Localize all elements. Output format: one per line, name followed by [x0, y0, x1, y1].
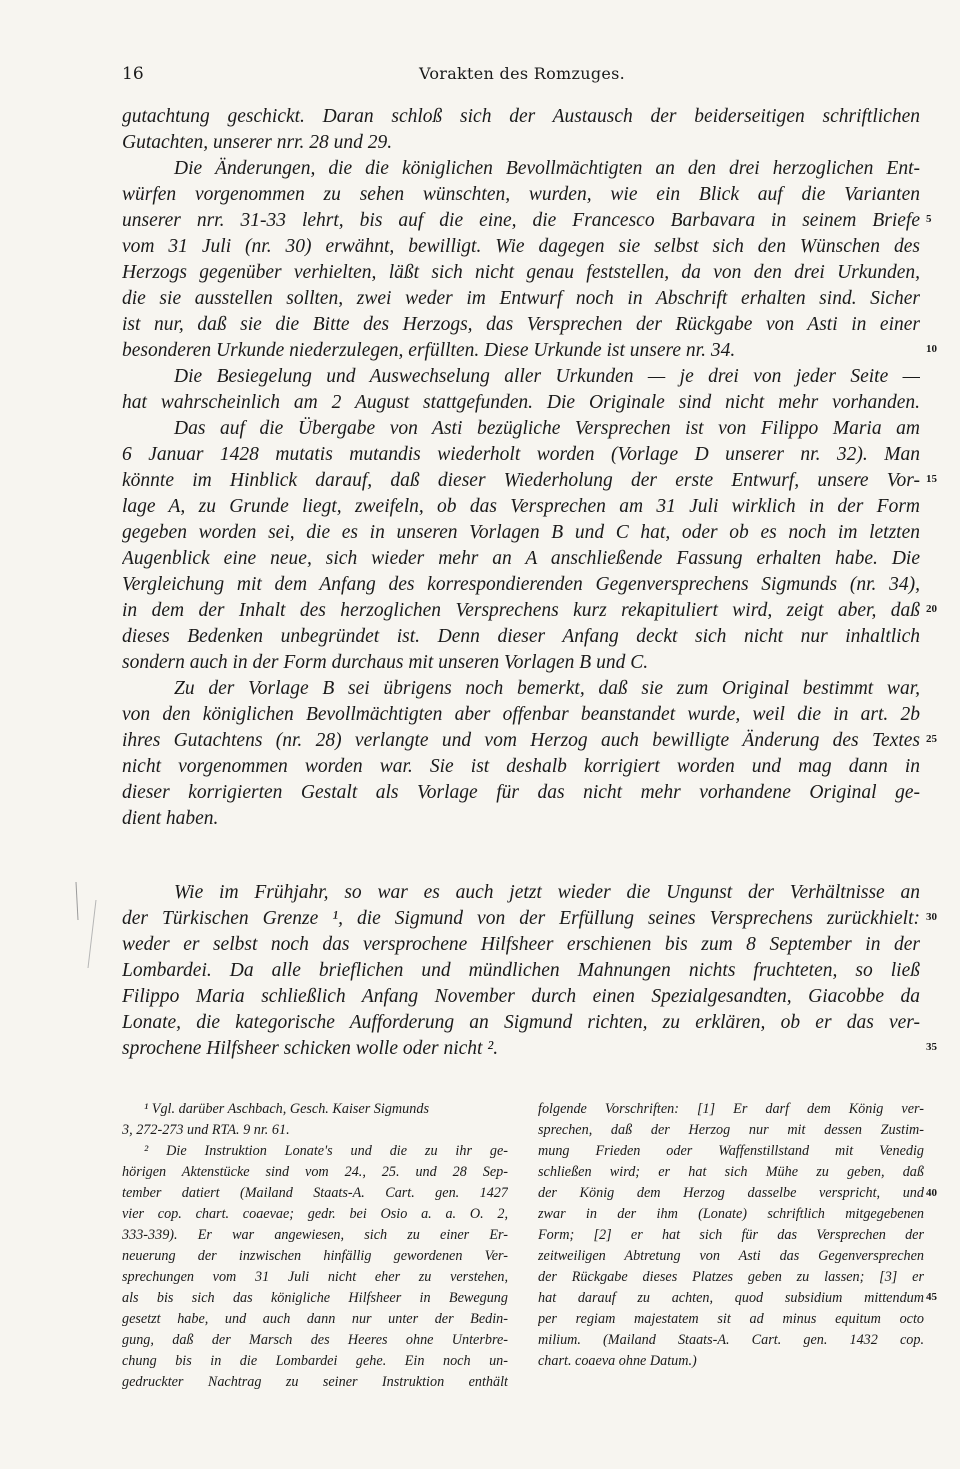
footnote-line: tember datiert (Mailand Staats-A. Cart. gen. 1427 — [122, 1185, 508, 1201]
footnote-line: folgende Vorschriften: [1] Er darf dem König ver- — [538, 1101, 924, 1117]
body-line: die sie ausstellen sollten, zwei weder im Entwurf noch in Abschrift erhalten sind. Sicher — [122, 288, 920, 309]
footnote-line: neuerung der inzwischen hinfällig gewordenen Ver- — [122, 1248, 508, 1264]
body-line: Die Änderungen, die die königlichen Bevollmächtigten an den drei herzoglichen Ent- — [174, 158, 920, 179]
body-line: dieses Bedenken unbegründet ist. Denn dieser Anfang deckt sich nicht nur inhaltlich — [122, 626, 920, 647]
body-line: sondern auch in der Form durchaus mit unseren Vorlagen B und C. — [122, 652, 649, 673]
body-line: ihres Gutachtens (nr. 28) verlangte und vom Herzog auch bewilligte Änderung des Textes — [122, 730, 920, 751]
line-number: 40 — [926, 1187, 937, 1199]
body-line: von den königlichen Bevollmächtigten aber offenbar beanstandet wurde, weil die in art. 2b — [122, 704, 920, 725]
footnote-line: zeitweiligen Abtretung von Asti das Gegenversprechen — [538, 1248, 924, 1264]
body-line: besonderen Urkunde niederzulegen, erfüllten. Diese Urkunde ist unsere nr. 34. — [122, 340, 736, 361]
footnote-line: mung Frieden oder Waffenstillstand mit Venedig — [538, 1143, 924, 1159]
footnote-line: per regiam majestatem sit ad minus equitum octo — [538, 1311, 924, 1327]
footnote-line: hat darauf zu achten, quod subsidium mittendum — [538, 1290, 924, 1306]
body-line: ist nur, daß sie die Bitte des Herzogs, das Versprechen der Rückgabe von Asti in einer — [122, 314, 920, 335]
line-number: 15 — [926, 473, 937, 485]
footnote-line: hörigen Aktenstücke sind vom 24., 25. und 28 Sep- — [122, 1164, 508, 1180]
body-line: Filippo Maria schließlich Anfang November durch einen Spezialgesandten, Giacobbe da — [122, 986, 920, 1007]
footnote-line: gesetzt habe, und auch dann nur unter der Bedin- — [122, 1311, 508, 1327]
body-line: unserer nrr. 31-33 lehrt, bis auf die eine, die Francesco Barbavara in seinem Briefe — [122, 210, 920, 231]
body-line: dieser korrigierten Gestalt als Vorlage für das nicht mehr vorhandene Original ge- — [122, 782, 920, 803]
line-number: 25 — [926, 733, 937, 745]
footnote-line: 333-339). Er war angewiesen, sich zu einer Er- — [122, 1227, 508, 1243]
footnote-line: gung, daß der Marsch des Heeres ohne Unterbre- — [122, 1332, 508, 1348]
body-line: in dem der Inhalt des herzoglichen Versprechens kurz rekapituliert wird, zeigt aber, daß — [122, 600, 920, 621]
body-line: weder er selbst noch das versprochene Hilfsheer erschienen bis zum 8 September in der — [122, 934, 920, 955]
body-line: gegeben worden sei, die es in unseren Vorlagen B und C hat, oder ob es noch im letzten — [122, 522, 920, 543]
body-line: Zu der Vorlage B sei übrigens noch bemerkt, daß sie zum Original bestimmt war, — [174, 678, 920, 699]
body-line: könnte im Hinblick darauf, daß dieser Wiederholung der erste Entwurf, unsere Vor- — [122, 470, 920, 491]
body-line: dient haben. — [122, 808, 219, 829]
body-line: Gutachten, unserer nrr. 28 und 29. — [122, 132, 393, 153]
body-line: Die Besiegelung und Auswechselung aller Urkunden — je drei von jeder Seite — — [174, 366, 920, 387]
line-number: 45 — [926, 1291, 937, 1303]
pencil-mark-icon — [68, 880, 108, 970]
body-line: 6 Januar 1428 mutatis mutandis wiederholt worden (Vorlage D unserer nr. 32). Man — [122, 444, 920, 465]
body-line: vom 31 Juli (nr. 30) erwähnt, bewilligt. Wie dagegen sie selbst sich den Wünschen des — [122, 236, 920, 257]
footnote-line: ² Die Instruktion Lonate's und die zu ihr ge- — [144, 1143, 508, 1159]
footnote-line: Form; [2] er hat sich für das Versprechen der — [538, 1227, 924, 1243]
page-number: 16 — [122, 64, 144, 84]
body-line: Augenblick eine neue, sich wieder mehr an A anschließende Fassung erhalten habe. Die — [122, 548, 920, 569]
running-title: Vorakten des Romzuges. — [418, 64, 626, 83]
footnote-line: als bis sich das königliche Hilfsheer in Bewegung — [122, 1290, 508, 1306]
body-line: würfen vorgenommen zu sehen wünschten, wurden, wie ein Blick auf die Varianten — [122, 184, 920, 205]
page-header — [122, 64, 922, 88]
line-number: 5 — [926, 213, 932, 225]
line-number: 30 — [926, 911, 937, 923]
body-line: Vergleichung mit dem Anfang des korrespondierenden Gegenversprechens Sigmunds (nr. 34), — [122, 574, 920, 595]
footnote-line: vier cop. chart. coaevae; gedr. bei Osio a. a. O. 2, — [122, 1206, 508, 1222]
body-line: gutachtung geschickt. Daran schloß sich der Austausch der beiderseitigen schriftlichen — [122, 106, 920, 127]
footnote-line: chart. coaeva ohne Datum.) — [538, 1353, 697, 1369]
footnote-line: milium. (Mailand Staats-A. Cart. gen. 1432 cop. — [538, 1332, 924, 1348]
line-number: 10 — [926, 343, 937, 355]
body-line: Herzogs gegenüber verhielten, läßt sich nicht genau feststellen, da von den drei Urkunden, — [122, 262, 920, 283]
footnote-line: ¹ Vgl. darüber Aschbach, Gesch. Kaiser Sigmunds — [144, 1101, 429, 1117]
footnote-line: sprechungen vom 31 Juli nicht eher zu verstehen, — [122, 1269, 508, 1285]
footnote-line: sprechen, daß der Herzog nur mit dessen Zustim- — [538, 1122, 924, 1138]
body-line: hat wahrscheinlich am 2 August stattgefunden. Die Originale sind nicht mehr vorhanden. — [122, 392, 920, 413]
footnote-line: zwar in der ihm (Lonate) schriftlich mitgegebenen — [538, 1206, 924, 1222]
body-line: Wie im Frühjahr, so war es auch jetzt wieder die Ungunst der Verhältnisse an — [174, 882, 920, 903]
body-line: nicht vorgenommen worden war. Sie ist deshalb korrigiert worden und mag dann in — [122, 756, 920, 777]
footnote-line: der Rückgabe dieses Platzes geben zu lassen; [3] er — [538, 1269, 924, 1285]
body-line: lage A, zu Grunde liegt, zweifeln, ob das Versprechen am 31 Juli wirklich in der Form — [122, 496, 920, 517]
footnote-line: schließen wird; er hat sich Mühe zu geben, daß — [538, 1164, 924, 1180]
footnote-line: gedruckter Nachtrag zu seiner Instruktion enthält — [122, 1374, 508, 1390]
footnote-line: 3, 272-273 und RTA. 9 nr. 61. — [122, 1122, 290, 1138]
body-line: Lonate, die kategorische Aufforderung an Sigmund richten, zu erklären, ob er das ver- — [122, 1012, 920, 1033]
line-number: 35 — [926, 1041, 937, 1053]
body-line: Das auf die Übergabe von Asti bezügliche Versprechen ist von Filippo Maria am — [174, 418, 920, 439]
line-number: 20 — [926, 603, 937, 615]
body-line: Lombardei. Da alle brieflichen und mündlichen Mahnungen nichts fruchteten, so ließ — [122, 960, 920, 981]
body-line: sprochene Hilfsheer schicken wolle oder nicht ². — [122, 1038, 499, 1059]
footnote-line: chung bis in die Lombardei gehe. Ein noch un- — [122, 1353, 508, 1369]
footnote-line: der König dem Herzog dasselbe verspricht, und — [538, 1185, 924, 1201]
body-line: der Türkischen Grenze ¹, die Sigmund von der Erfüllung seines Versprechens zurückhielt: — [122, 908, 920, 929]
